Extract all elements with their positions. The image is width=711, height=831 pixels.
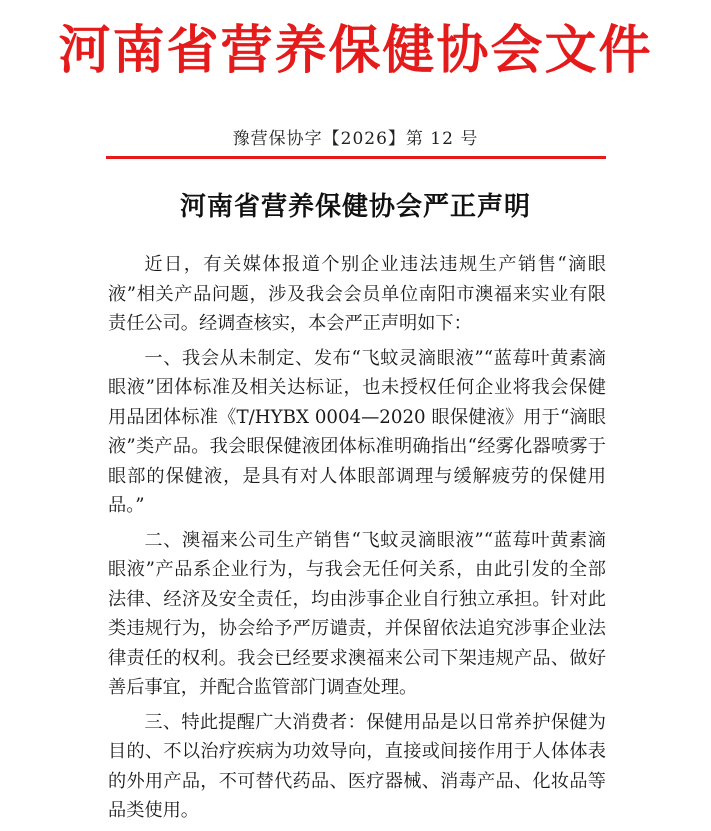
red-divider-rule	[106, 156, 606, 159]
statement-body	[108, 250, 606, 831]
paragraph-point-1: 一、我会从未制定、发布“飞蚊灵滴眼液”“蓝莓叶黄素滴眼液”团体标准及相关达标证，也未授权任何企业将我会保健用品团体标准《T/HYBX 0004—2020 眼保健液》用于“滴眼液”类产品。我会眼保健液团体标准明确指出“经雾化器喷雾于眼部的保健液，是具有对人体眼部调理与缓解疲劳的保健用品。”	[108, 347, 606, 516]
statement-title: 河南省营养保健协会严正声明	[179, 192, 531, 222]
paragraph-point-3: 三、特此提醒广大消费者：保健用品是以日常养护保健为目的、不以治疗疾病为功效导向，直接或间接作用于人体体表的外用产品，不可替代药品、医疗器械、消毒产品、化妆品等品类使用。	[108, 711, 606, 821]
paragraph-point-2: 二、澳福来公司生产销售“飞蚊灵滴眼液”“蓝莓叶黄素滴眼液”产品系企业行为，与我会无任何关系，由此引发的全部法律、经济及安全责任，均由涉事企业自行独立承担。针对此类违规行为，协会给予严厉谴责，并保留依法追究涉事企业法律责任的权利。我会已经要求澳福来公司下架违规产品、做好善后事宜，并配合监管部门调查处理。	[108, 529, 606, 698]
paragraph-intro: 近日，有关媒体报道个别企业违法违规生产销售“滴眼液”相关产品问题，涉及我会会员单位南阳市澳福来实业有限责任公司。经调查核实，本会严正声明如下：	[108, 254, 606, 334]
document-header-title: 河南省营养保健协会文件	[58, 20, 653, 81]
document-number: 豫营保协字【2026】第 12 号	[232, 129, 479, 149]
